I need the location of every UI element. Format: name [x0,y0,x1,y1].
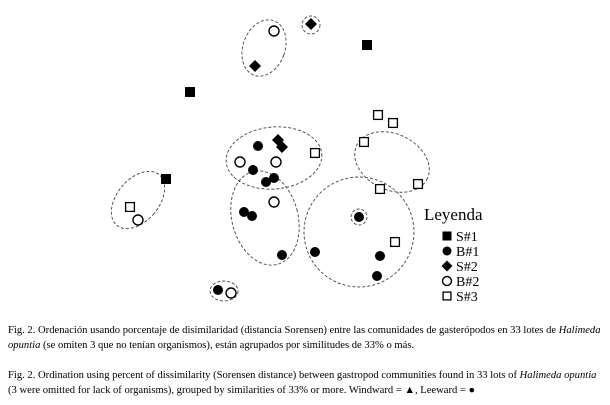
point-s3 [360,138,369,147]
legend-label-s2: S#2 [456,260,478,275]
point-s1 [362,40,372,50]
legend-marker-b1 [443,247,452,256]
point-b1 [253,141,263,151]
legend [424,205,483,305]
point-b2 [271,157,281,167]
point-b1 [354,212,364,222]
caption-en-species: Halimeda opuntia [519,370,597,381]
point-b1 [213,285,223,295]
legend-label-b1: B#1 [456,245,480,260]
point-b2 [235,157,245,167]
point-s3 [126,203,135,212]
point-s1 [161,174,171,184]
cluster-ellipse [345,120,439,204]
legend-marker-s2 [442,261,453,272]
point-b1 [261,177,271,187]
cluster-ellipse [234,14,293,83]
point-s3 [391,238,400,247]
legend-label-s1: S#1 [456,230,478,245]
point-s3 [374,111,383,120]
leeward-marker-icon: ● [468,385,475,396]
legend-entries [442,230,480,305]
point-s3 [389,119,398,128]
point-s3 [376,185,385,194]
point-b2 [226,288,236,298]
point-b1 [375,251,385,261]
caption-es-species: Halimeda opuntia [8,325,601,351]
caption-spanish [8,323,604,353]
caption-es-text: Fig. 2. Ordenación usando porcentaje de disimilaridad (distancia Sorensen) entre las comunidades de gasterópodos en 33 lotes de [8,325,559,336]
caption-en-leeward-label: , Leeward = [414,385,469,396]
point-b2 [269,26,279,36]
caption-en-text: Fig. 2. Ordination using percent of dissimilarity (Sorensen distance) between gastropod communities found in 33 lots of [8,370,520,381]
point-b1 [277,250,287,260]
caption-es-text-end: (se omiten 3 que no tenían organismos), están agrupados por similitudes de 33% o más. [40,340,415,351]
cluster-ellipse [304,177,414,287]
legend-marker-s1 [443,232,452,241]
point-s3 [311,149,320,158]
point-b2 [269,197,279,207]
legend-label-b2: B#2 [456,275,480,290]
legend-marker-s3 [443,292,451,300]
windward-marker-icon: ▲ [404,385,415,396]
point-b1 [310,247,320,257]
similarity-clusters [101,14,439,301]
data-points [126,18,423,298]
caption-english [8,368,604,398]
point-b2 [133,215,143,225]
legend-title: Leyenda [424,205,483,224]
point-b1 [372,271,382,281]
point-s2 [249,60,261,72]
point-s1 [185,87,195,97]
legend-label-s3: S#3 [456,290,478,305]
point-b1 [248,165,258,175]
caption-en-text-mid: (3 were omitted for lack of organisms), grouped by similarities of 33% or more. Windward = [8,385,405,396]
cluster-ellipse [101,161,176,239]
legend-marker-b2 [443,277,452,286]
point-s3 [414,180,423,189]
point-s2 [305,18,317,30]
point-b1 [247,211,257,221]
